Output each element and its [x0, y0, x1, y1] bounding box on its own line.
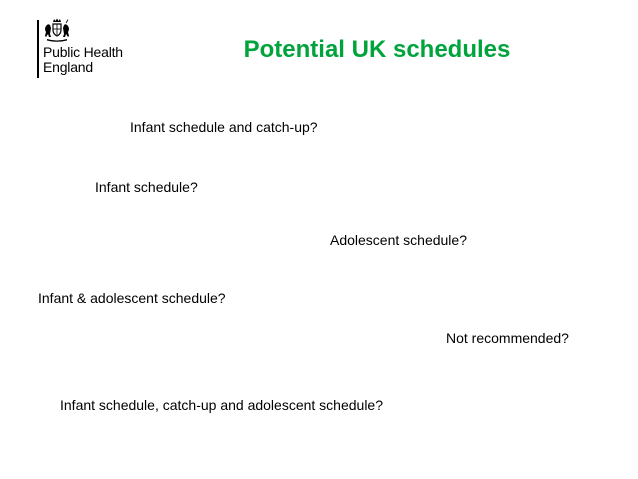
schedule-option-infant-adolescent: Infant & adolescent schedule?: [38, 290, 226, 306]
logo-line-2: England: [43, 59, 93, 75]
schedule-option-infant: Infant schedule?: [95, 179, 198, 195]
schedule-option-adolescent: Adolescent schedule?: [330, 232, 467, 248]
schedule-option-infant-catchup: Infant schedule and catch-up?: [130, 119, 318, 135]
logo-wordmark: [43, 45, 123, 75]
schedule-option-not-recommended: Not recommended?: [446, 330, 569, 346]
logo-divider-bar: [37, 20, 39, 78]
royal-crest-icon: [43, 18, 71, 42]
schedule-option-infant-catchup-adolescent: Infant schedule, catch-up and adolescent schedule?: [60, 397, 384, 413]
logo-line-1: Public Health: [43, 44, 123, 60]
phe-logo: [37, 18, 147, 82]
page-title: Potential UK schedules: [243, 36, 511, 63]
